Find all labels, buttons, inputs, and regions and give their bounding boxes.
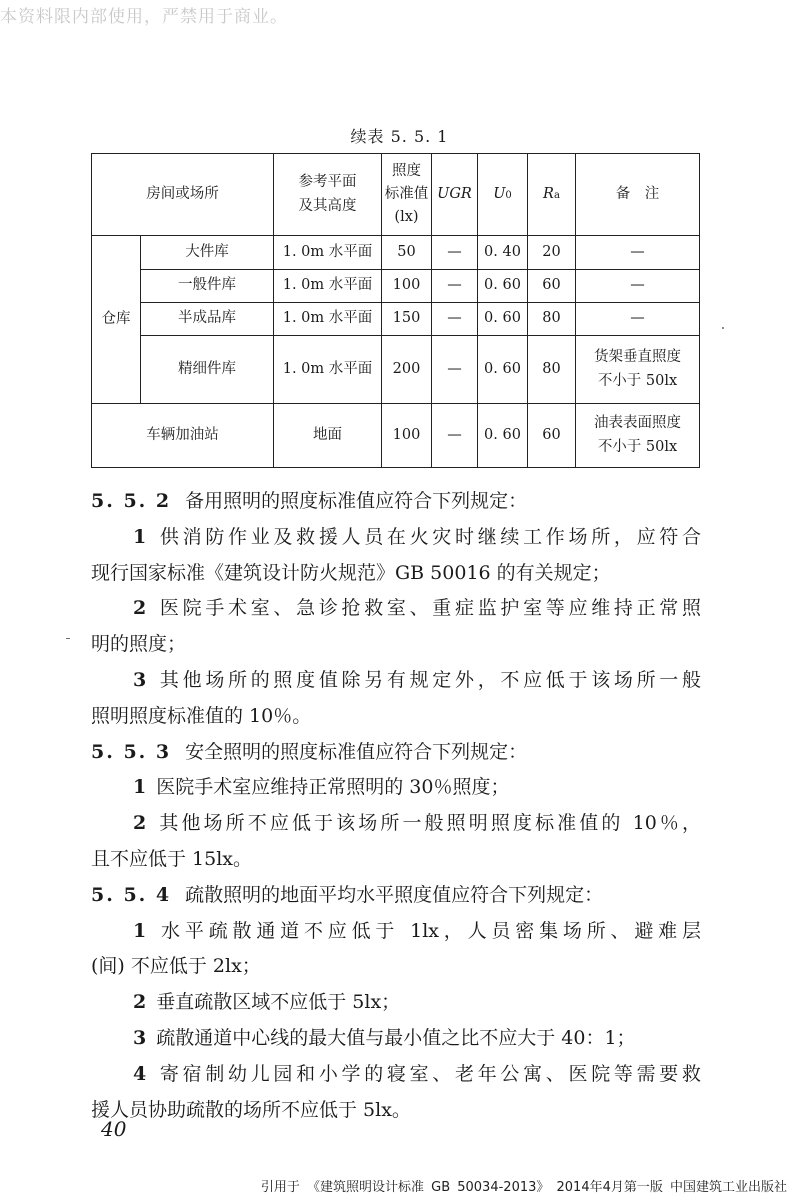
item-text: 垂直疏散区域不应低于 5lx； [156,991,401,1014]
cell-plane: 1. 0m 水平面 [274,336,382,404]
header-remark: 备 注 [576,154,700,236]
item-text: 其他场所的照度值除另有规定外，不应低于该场所一般 [156,668,701,691]
cell-u0: 0. 60 [478,336,528,404]
cell-lux: 50 [382,236,432,270]
cell-plane: 1. 0m 水平面 [274,303,382,336]
clause-number: 5. 5. 2 [91,490,172,512]
scan-speck [66,638,70,639]
item-continuation: 明的照度； [91,633,187,656]
cell-ra: 80 [528,303,576,336]
page-number: 40 [101,1117,127,1141]
header-reference-plane [274,154,382,236]
cell-ra: 60 [528,270,576,303]
list-item [91,985,701,1021]
item-continuation: (间) 不应低于 2lx； [91,955,261,978]
item-text: 其他场所不应低于该场所一般照明照度标准值的 10％， [156,812,701,835]
cell-remark: — [576,270,700,303]
header-lux-line3: (lx) [394,209,419,226]
item-number: 2 [133,991,147,1014]
list-item [91,591,701,627]
item-text: 疏散通道中心线的最大值与最小值之比不应大于 40：1； [156,1026,636,1049]
table-header-row [92,154,700,236]
header-room: 房间或场所 [92,154,274,236]
cell-u0: 0. 60 [478,404,528,468]
clause-5-5-3 [91,735,701,771]
cell-ugr: — [432,336,478,404]
item-text: 供消防作业及救援人员在火灾时继续工作场所，应符合 [156,525,701,548]
list-item [91,663,701,699]
table-row [92,404,700,468]
cell-ra: 60 [528,404,576,468]
header-u0-sub: 0 [505,189,512,201]
cell-remark [576,336,700,404]
cell-plane: 地面 [274,404,382,468]
cell-ugr: — [432,404,478,468]
table-row [92,270,700,303]
cell-ra: 20 [528,236,576,270]
clause-5-5-4 [91,878,701,914]
clause-number: 5. 5. 3 [91,740,172,763]
list-item [91,1057,701,1093]
item-number: 1 [133,776,147,799]
item-number: 2 [133,812,147,835]
cell-remark-line1: 货架垂直照度 [594,349,681,366]
item-text: 医院手术室、急诊抢救室、重症监护室等应维持正常照 [156,597,701,620]
clause-text: 备用照明的照度标准值应符合下列规定： [185,490,528,512]
cell-u0: 0. 60 [478,303,528,336]
table-row [92,236,700,270]
cell-lux: 200 [382,336,432,404]
header-ra [528,154,576,236]
cell-remark-line2: 不小于 50lx [597,438,678,455]
list-item [91,806,701,842]
item-text: 水平疏散通道不应低于 1lx，人员密集场所、避难层 [156,919,701,942]
header-u0 [478,154,528,236]
cell-remark-line1: 油表表面照度 [594,415,681,432]
cell-name: 车辆加油站 [92,404,274,468]
cell-ugr: — [432,270,478,303]
header-lux-line1: 照度 [392,162,421,179]
cell-name: 一般件库 [141,270,274,303]
cell-plane: 1. 0m 水平面 [274,236,382,270]
item-continuation: 且不应低于 15lx。 [91,847,253,870]
header-illuminance [382,154,432,236]
item-number: 4 [133,1062,147,1085]
cell-name: 半成品库 [141,303,274,336]
header-ra-sub: a [553,189,560,201]
item-text: 寄宿制幼儿园和小学的寝室、老年公寓、医院等需要救 [156,1062,701,1085]
cell-u0: 0. 40 [478,236,528,270]
header-lux-line2: 标准值 [384,185,429,202]
item-number: 3 [133,668,147,691]
header-ra-main: R [543,185,554,202]
cell-remark-line2: 不小于 50lx [597,372,678,389]
item-continuation: 援人员协助疏散的场所不应低于 5lx。 [91,1098,411,1121]
item-number: 1 [133,525,147,548]
table-caption: 续表 5. 5. 1 [350,127,449,146]
citation-footer: 引用于 《建筑照明设计标准 GB 50034-2013》 2014年4月第一版 中国建筑工业出版社 [260,1180,787,1195]
clause-text: 疏散照明的地面平均水平照度值应符合下列规定： [185,883,604,906]
cell-ra: 80 [528,336,576,404]
cell-name: 大件库 [141,236,274,270]
header-plane-line2: 及其高度 [298,197,357,214]
item-number: 1 [133,919,147,942]
clause-text: 安全照明的照度标准值应符合下列规定： [185,740,528,763]
header-u0-main: U [493,185,506,202]
list-item [91,914,701,950]
item-continuation: 现行国家标准《建筑设计防火规范》GB 50016 的有关规定； [91,561,611,584]
item-text: 医院手术室应维持正常照明的 30％照度； [156,776,510,799]
clause-5-5-2 [91,484,701,520]
cell-remark [576,404,700,468]
list-item [91,1021,701,1057]
clause-number: 5. 5. 4 [91,883,172,906]
cell-ugr: — [432,236,478,270]
list-item [91,520,701,556]
group-warehouse: 仓库 [92,236,141,404]
cell-u0: 0. 60 [478,270,528,303]
item-continuation: 照明照度标准值的 10％。 [91,704,312,727]
cell-lux: 150 [382,303,432,336]
table-row [92,303,700,336]
clauses-body [91,484,701,1128]
header-ugr: UGR [432,154,478,236]
cell-remark: — [576,303,700,336]
header-plane-line1: 参考平面 [298,174,357,191]
cell-remark: — [576,236,700,270]
watermark-text: 本资料限内部使用，严禁用于商业。 [0,7,288,27]
cell-name: 精细件库 [141,336,274,404]
cell-plane: 1. 0m 水平面 [274,270,382,303]
item-number: 3 [133,1026,147,1049]
cell-ugr: — [432,303,478,336]
item-number: 2 [133,597,147,620]
table-row [92,336,700,404]
scan-speck [722,327,724,329]
cell-lux: 100 [382,404,432,468]
illuminance-standard-table [91,153,700,468]
list-item [91,770,701,806]
cell-lux: 100 [382,270,432,303]
